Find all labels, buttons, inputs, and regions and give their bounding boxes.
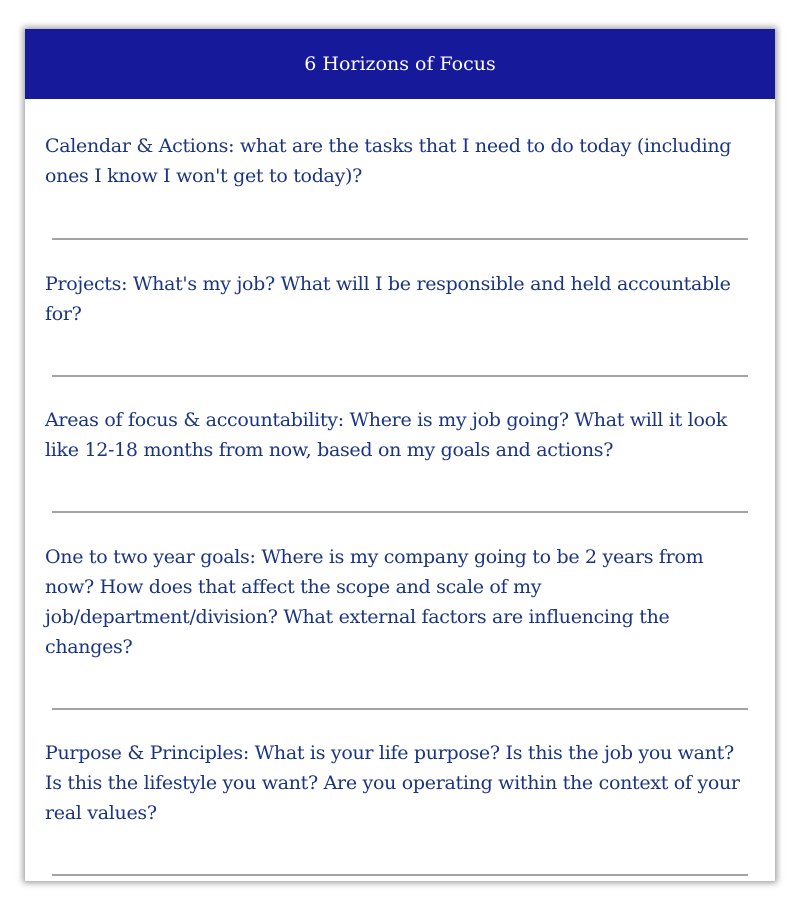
horizons-card [25, 29, 775, 881]
item-text: Projects: What's my job? What will I be responsible and held accountable for? [45, 273, 731, 325]
list-item [45, 377, 755, 465]
card-header [25, 29, 775, 99]
list-item [45, 240, 755, 329]
item-text: One to two year goals: Where is my company going to be 2 years from now? How does that affect the scope and scale of my job/department/division? What external factors are influencing the changes? [45, 546, 704, 658]
item-text: Calendar & Actions: what are the tasks that I need to do today (including ones I know I won't get to today)? [45, 135, 732, 187]
item-text: Purpose & Principles: What is your life purpose? Is this the job you want? Is this the lifestyle you want? Are you operating within the context of your real values? [45, 742, 740, 824]
list-item [45, 99, 755, 191]
list-item [45, 513, 755, 662]
list-item [45, 710, 755, 828]
item-text: Areas of focus & accountability: Where is my job going? What will it look like 12-18 months from now, based on my goals and actions? [45, 409, 727, 461]
item-divider [52, 874, 748, 876]
card-title: 6 Horizons of Focus [304, 53, 496, 75]
horizons-list [25, 99, 775, 876]
